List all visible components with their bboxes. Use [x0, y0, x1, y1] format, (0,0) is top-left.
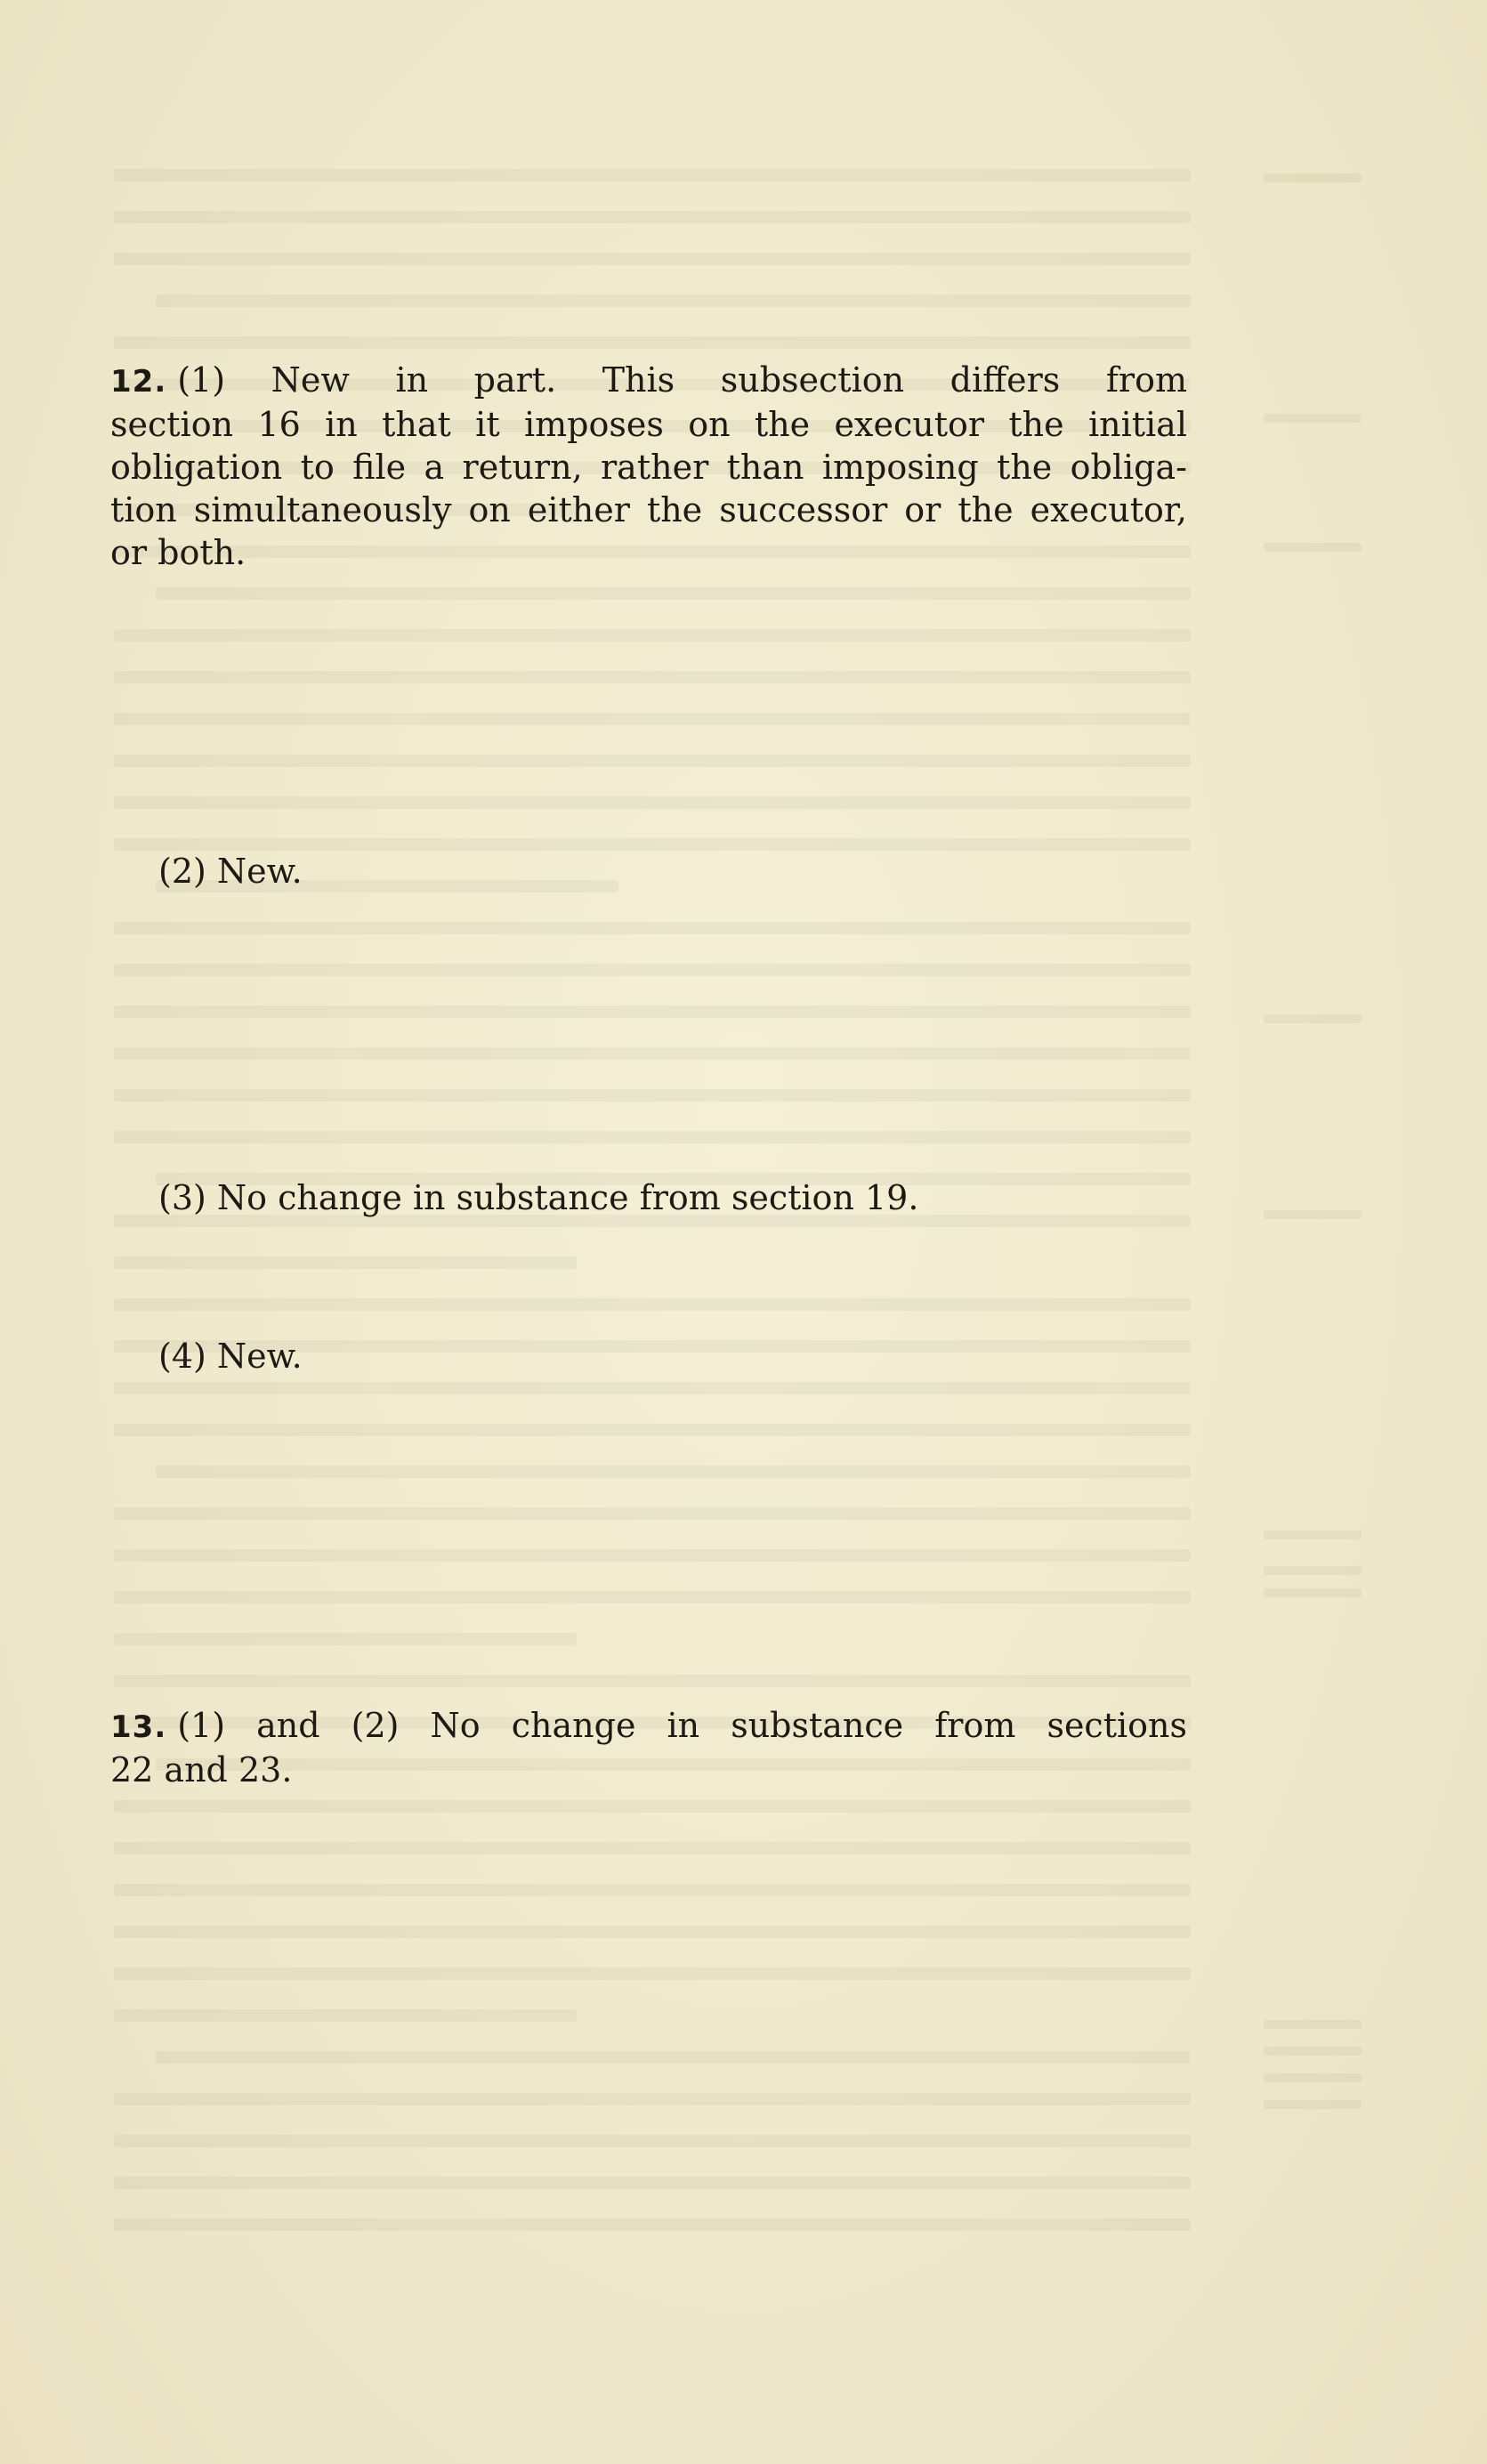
bleed-through-margin-note	[1264, 2073, 1362, 2082]
bleed-through-line	[114, 838, 1191, 851]
note-13-line-1: 13. (1) and (2) No change in substance from sections	[110, 1706, 1187, 1745]
bleed-through-line	[114, 1507, 1191, 1520]
bleed-through-margin-note	[1264, 543, 1362, 552]
bleed-through-line	[114, 2009, 577, 2022]
bleed-through-line	[114, 1591, 1191, 1604]
bleed-through-line	[114, 169, 1191, 182]
bleed-through-line	[114, 2135, 1191, 2147]
bleed-through-line	[114, 1006, 1191, 1018]
bleed-through-line	[114, 629, 1191, 642]
bleed-through-line	[114, 253, 1191, 265]
note-13-line-2: 22 and 23.	[110, 1750, 293, 1789]
section-number-12: 12.	[110, 364, 167, 400]
bleed-through-margin-note	[1264, 414, 1362, 423]
bleed-through-line	[114, 1131, 1191, 1143]
bleed-through-line	[156, 295, 1191, 307]
bleed-through-line	[114, 1256, 577, 1269]
bleed-through-line	[114, 1675, 1191, 1687]
bleed-through-line	[114, 1800, 1191, 1813]
bleed-through-line	[114, 1047, 1191, 1060]
bleed-through-line	[114, 922, 1191, 934]
note-12-subsection-4: (4) New.	[158, 1337, 303, 1376]
bleed-through-margin-note	[1264, 1531, 1362, 1539]
bleed-through-line	[114, 1967, 1191, 1980]
note-12-line-3: obligation to file a return, rather than imposing the obliga-	[110, 448, 1187, 487]
bleed-through-margin-note	[1264, 1210, 1362, 1219]
note-12-line-1: 12. (1) New in part. This subsection differs from	[110, 360, 1187, 400]
bleed-through-margin-note	[1264, 1014, 1362, 1023]
bleed-through-margin-note	[1264, 2047, 1362, 2056]
bleed-through-margin-note	[1264, 1566, 1362, 1575]
bleed-through-line	[114, 796, 1191, 809]
bleed-through-line	[114, 755, 1191, 767]
bleed-through-line	[156, 2051, 1191, 2064]
bleed-through-line	[114, 1842, 1191, 1854]
note-12-subsection-1	[110, 359, 1187, 574]
bleed-through-line	[114, 713, 1191, 725]
bleed-through-margin-note	[1264, 2020, 1362, 2029]
note-12-subsection-3: (3) No change in substance from section 19.	[158, 1178, 919, 1217]
note-12-line-4: tion simultaneously on either the successor or the executor,	[110, 490, 1187, 529]
bleed-through-line	[114, 1884, 1191, 1896]
section-number-13: 13.	[110, 1709, 167, 1745]
bleed-through-line	[114, 1089, 1191, 1102]
bleed-through-line	[114, 964, 1191, 976]
note-12-subsection-2: (2) New.	[158, 852, 303, 891]
bleed-through-margin-note	[1264, 2100, 1362, 2109]
bleed-through-line	[114, 2093, 1191, 2105]
bleed-through-line	[114, 211, 1191, 223]
bleed-through-line	[114, 1298, 1191, 1311]
note-13	[110, 1704, 1187, 1791]
bleed-through-line	[114, 1382, 1191, 1394]
bleed-through-line	[114, 2177, 1191, 2189]
bleed-through-line	[156, 1466, 1191, 1478]
bleed-through-line	[114, 671, 1191, 683]
bleed-through-line	[114, 1549, 1191, 1562]
bleed-through-line	[114, 336, 1191, 349]
bleed-through-line	[156, 587, 1191, 600]
note-12-line-5: or both.	[110, 533, 246, 572]
bleed-through-line	[114, 1926, 1191, 1938]
note-12-line-2: section 16 in that it imposes on the executor the initial	[110, 405, 1187, 444]
bleed-through-margin-note	[1264, 174, 1362, 182]
bleed-through-line	[114, 1424, 1191, 1436]
bleed-through-line	[114, 2218, 1191, 2231]
bleed-through-line	[114, 1633, 577, 1645]
bleed-through-margin-note	[1264, 1588, 1362, 1597]
